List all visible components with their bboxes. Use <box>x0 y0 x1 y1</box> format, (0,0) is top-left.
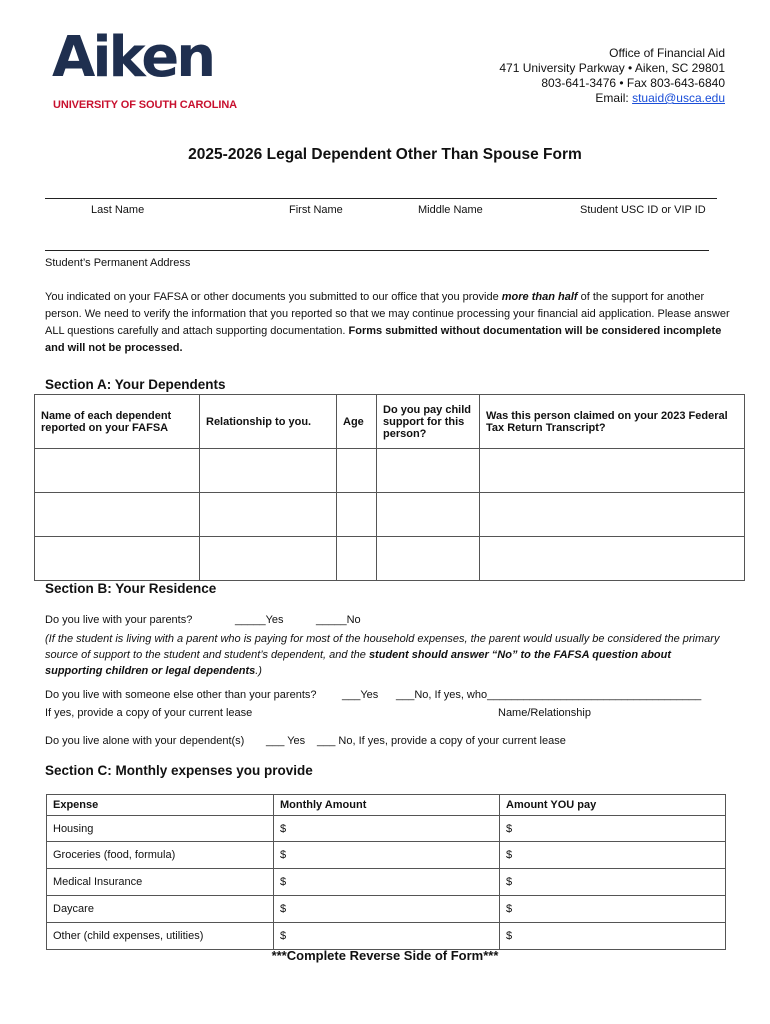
exp-header-expense: Expense <box>47 795 274 816</box>
table-row <box>35 537 745 581</box>
office-email-line <box>499 91 725 106</box>
you-pay-field[interactable]: $ <box>500 923 726 950</box>
table-row <box>47 896 726 923</box>
table-row <box>47 869 726 896</box>
email-label: Email: <box>595 91 633 105</box>
q1-no-blank[interactable]: _____No <box>316 614 361 626</box>
dep-header-tax-return: Was this person claimed on your 2023 Federal Tax Return Transcript? <box>480 395 745 449</box>
middle-name-label: Middle Name <box>418 204 483 216</box>
monthly-amount-field[interactable]: $ <box>274 896 500 923</box>
q2-lease-note: If yes, provide a copy of your current lease <box>45 707 253 719</box>
q-live-with-parents: Do you live with your parents? <box>45 614 193 626</box>
table-row <box>47 842 726 869</box>
office-name: Office of Financial Aid <box>609 46 725 60</box>
expense-name: Housing <box>47 816 274 842</box>
dep-cell-tax-return[interactable] <box>480 537 745 581</box>
dep-cell-tax-return[interactable] <box>480 493 745 537</box>
section-c-title: Section C: Monthly expenses you provide <box>45 763 313 778</box>
dep-cell-age[interactable] <box>337 493 377 537</box>
q2-no-who-blank[interactable]: ___No, If yes, who___________________________________ <box>396 689 702 701</box>
q3-yes-blank[interactable]: ___ Yes <box>266 735 306 747</box>
dep-header-name: Name of each dependent reported on your FAFSA <box>35 395 200 449</box>
name-relationship-label: Name/Relationship <box>498 707 591 719</box>
aiken-logo: Aiken <box>52 25 214 90</box>
q-live-with-someone-else: Do you live with someone else other than your parents? <box>45 689 317 701</box>
expense-name: Groceries (food, formula) <box>47 842 274 869</box>
exp-header-you-pay: Amount YOU pay <box>500 795 726 816</box>
you-pay-field[interactable]: $ <box>500 816 726 842</box>
first-name-label: First Name <box>289 204 343 216</box>
dependents-table <box>34 394 745 581</box>
expense-name: Daycare <box>47 896 274 923</box>
parent-support-note: (If the student is living with a parent who is paying for most of the household expenses, the parent would usually be considered the primary source of support to the student and student’s dependent, and the student should answer “No” to the FAFSA question about supporting children or legal dependents.) <box>45 633 720 677</box>
address-line[interactable] <box>45 250 709 251</box>
office-contact-block <box>499 46 725 106</box>
table-row <box>47 816 726 842</box>
q-live-alone: Do you live alone with your dependent(s) <box>45 735 245 747</box>
dep-header-age: Age <box>337 395 377 449</box>
dep-cell-relationship[interactable] <box>200 537 337 581</box>
reverse-side-note: ***Complete Reverse Side of Form*** <box>271 948 499 963</box>
expenses-table <box>46 794 726 950</box>
note-emphasis: student should answer “No” to the FAFSA question about supporting children or legal dependents <box>45 649 672 677</box>
you-pay-field[interactable]: $ <box>500 869 726 896</box>
section-a-title: Section A: Your Dependents <box>45 377 226 392</box>
dep-cell-tax-return[interactable] <box>480 449 745 493</box>
intro-paragraph: You indicated on your FAFSA or other documents you submitted to our office that you provide more than half of the support for another person. We need to verify the information that you reported so that we may continue processing your financial aid application. Please answer ALL questions carefully and attach supporting documentation. Forms submitted without documentation will be considered incomplete and will not be processed. <box>45 291 730 354</box>
exp-header-monthly: Monthly Amount <box>274 795 500 816</box>
dep-cell-name[interactable] <box>35 537 200 581</box>
table-row <box>47 923 726 950</box>
section-b-title: Section B: Your Residence <box>45 581 217 596</box>
dep-header-child-support: Do you pay child support for this person? <box>377 395 480 449</box>
name-line[interactable] <box>45 198 717 199</box>
dep-cell-child-support[interactable] <box>377 493 480 537</box>
monthly-amount-field[interactable]: $ <box>274 842 500 869</box>
office-address: 471 University Parkway • Aiken, SC 29801 <box>499 61 725 75</box>
you-pay-field[interactable]: $ <box>500 896 726 923</box>
logo-subtitle: UNIVERSITY OF SOUTH CAROLINA <box>53 99 238 111</box>
q3-no-blank[interactable]: ___ No, If yes, provide a copy of your current lease <box>317 735 566 747</box>
dep-cell-child-support[interactable] <box>377 537 480 581</box>
dep-cell-age[interactable] <box>337 537 377 581</box>
email-link[interactable]: stuaid@usca.edu <box>632 91 725 105</box>
expense-name: Other (child expenses, utilities) <box>47 923 274 950</box>
dep-cell-age[interactable] <box>337 449 377 493</box>
you-pay-field[interactable]: $ <box>500 842 726 869</box>
address-label: Student’s Permanent Address <box>45 257 191 269</box>
dep-cell-name[interactable] <box>35 449 200 493</box>
q1-yes-blank[interactable]: _____Yes <box>235 614 284 626</box>
table-row <box>35 449 745 493</box>
last-name-label: Last Name <box>91 204 145 216</box>
documentation-warning: Forms submitted without documentation will be considered incomplete and will not be processed. <box>45 325 722 354</box>
page-title: 2025-2026 Legal Dependent Other Than Spouse Form <box>188 146 582 163</box>
student-id-label: Student USC ID or VIP ID <box>580 204 706 216</box>
q2-yes-blank[interactable]: ___Yes <box>342 689 379 701</box>
table-row <box>35 493 745 537</box>
dep-cell-relationship[interactable] <box>200 449 337 493</box>
expense-name: Medical Insurance <box>47 869 274 896</box>
emphasis-more-than-half: more than half <box>501 291 578 303</box>
monthly-amount-field[interactable]: $ <box>274 816 500 842</box>
dep-cell-relationship[interactable] <box>200 493 337 537</box>
monthly-amount-field[interactable]: $ <box>274 923 500 950</box>
dep-cell-child-support[interactable] <box>377 449 480 493</box>
dep-header-relationship: Relationship to you. <box>200 395 337 449</box>
office-phone: 803-641-3476 • Fax 803-643-6840 <box>541 76 725 90</box>
monthly-amount-field[interactable]: $ <box>274 869 500 896</box>
dep-cell-name[interactable] <box>35 493 200 537</box>
